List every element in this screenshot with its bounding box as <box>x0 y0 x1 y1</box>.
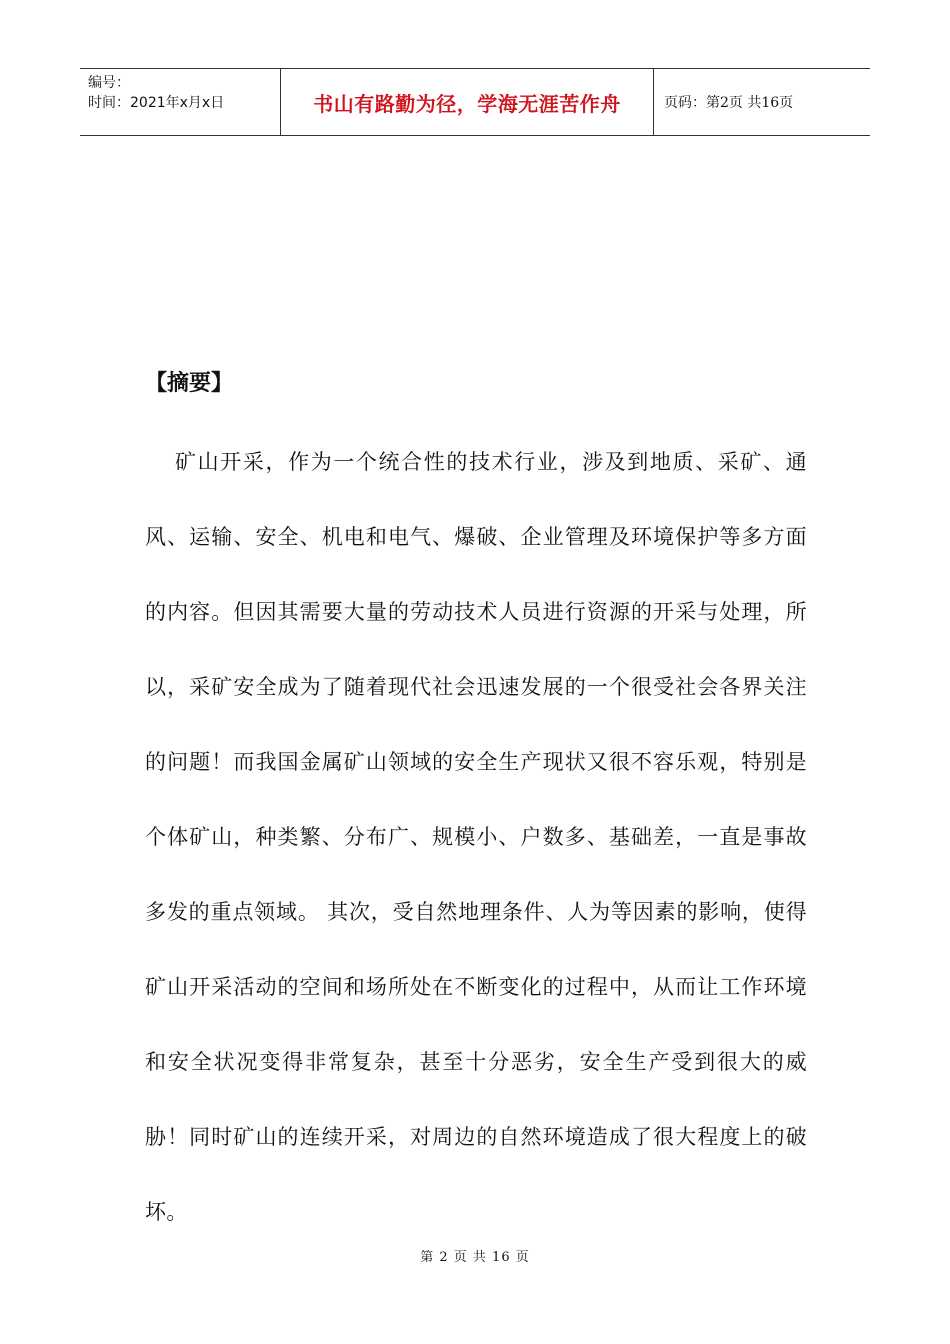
abstract-paragraph: 矿山开采，作为一个统合性的技术行业，涉及到地质、采矿、通风、运输、安全、机电和电气、爆破、企业管理及环境保护等多方面的内容。但因其需要大量的劳动技术人员进行资源的开采与处理，所以，采矿安全成为了随着现代社会迅速发展的一个很受社会各界关注的问题！而我国金属矿山领域的安全生产现状又很不容乐观，特别是个体矿山，种类繁、分布广、规模小、户数多、基础差，一直是事故多发的重点领域。 其次，受自然地理条件、人为等因素的影响，使得矿山开采活动的空间和场所处在不断变化的过程中，从而让工作环境和安全状况变得非常复杂，甚至十分恶劣，安全生产受到很大的威胁！同时矿山的连续开采，对周边的自然环境造成了很大程度上的破坏。 <box>145 450 807 1224</box>
header-page-cell <box>654 69 870 135</box>
document-code-label: 编号： <box>88 75 130 91</box>
page-header <box>80 68 870 136</box>
section-title: 【摘要】 <box>145 371 234 396</box>
header-motto: 书山有路勤为径，学海无涯苦作舟 <box>313 91 621 116</box>
header-meta-cell <box>80 69 281 135</box>
page-footer: 第 2 页 共 16 页 <box>420 1250 530 1265</box>
header-page-info: 页码：第2页 共16页 <box>664 95 794 111</box>
header-motto-cell <box>281 69 654 135</box>
document-time-label: 时间：2021年x月x日 <box>88 95 225 111</box>
